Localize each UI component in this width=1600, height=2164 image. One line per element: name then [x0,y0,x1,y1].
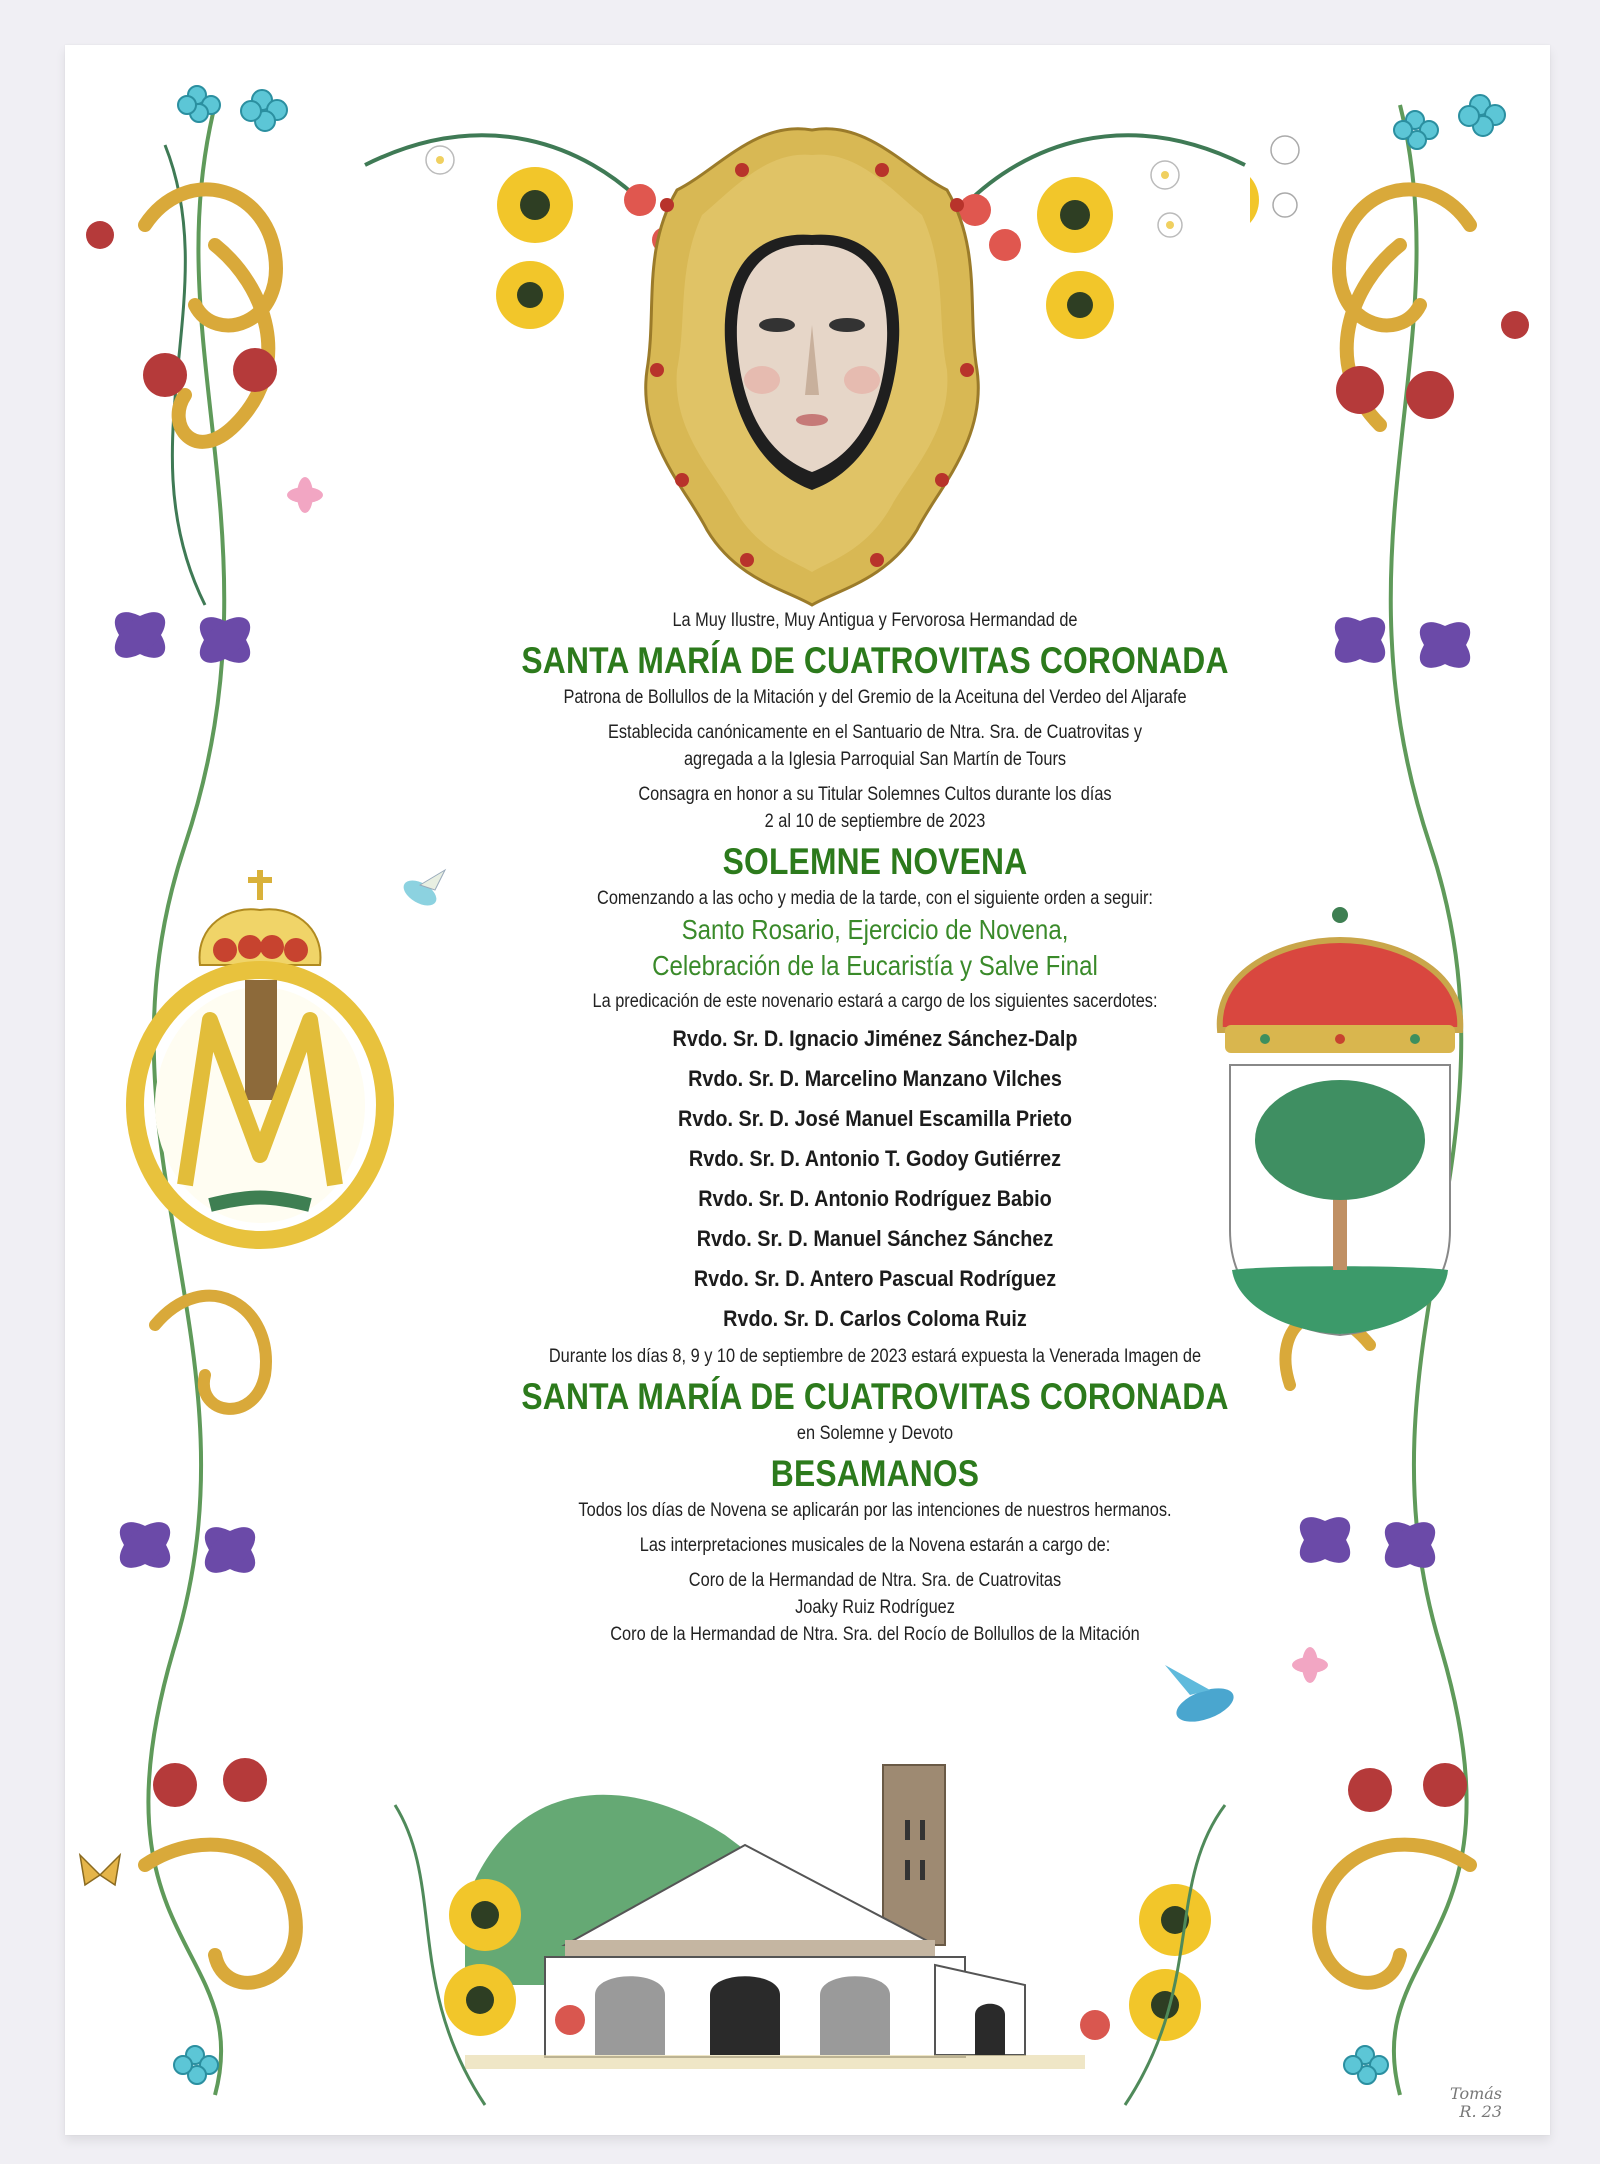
main-title: SANTA MARÍA DE CUATROVITAS CORONADA [521,640,1229,681]
dates-line: 2 al 10 de septiembre de 2023 [764,811,986,832]
established-line-2: agregada a la Iglesia Parroquial San Martín de Tours [683,749,1067,770]
exposition-intro: Durante los días 8, 9 y 10 de septiembre de 2023 estará expuesta la Venerada Imagen de [548,1346,1202,1367]
music-intro: Las interpretaciones musicales de la Novena estarán a cargo de: [639,1535,1111,1556]
priest-name: Rvdo. Sr. D. Antonio Rodríguez Babio [698,1186,1052,1211]
signature-name: Tomás [1450,2084,1502,2103]
marian-monogram-emblem [100,855,420,1255]
poster [65,45,1550,2135]
besamanos-heading: BESAMANOS [770,1453,980,1494]
intentions-line: Todos los días de Novena se aplicarán por las intenciones de nuestros hermanos. [578,1500,1172,1521]
musician-name: Joaky Ruiz Rodríguez [795,1597,955,1618]
novena-heading: SOLEMNE NOVENA [722,841,1028,882]
order-line-1: Santo Rosario, Ejercicio de Novena, [681,914,1069,945]
musician-list [445,1567,1305,1648]
main-title-repeat: SANTA MARÍA DE CUATROVITAS CORONADA [521,1376,1229,1417]
priest-name: Rvdo. Sr. D. Manuel Sánchez Sánchez [696,1226,1054,1251]
priest-list [445,1019,1305,1339]
hummingbird-left [390,865,450,915]
order-line-2: Celebración de la Eucaristía y Salve Final [652,950,1098,981]
priest-name: Rvdo. Sr. D. José Manuel Escamilla Prieto [678,1106,1072,1131]
priest-name: Rvdo. Sr. D. Antonio T. Godoy Gutiérrez [688,1146,1062,1171]
priest-name: Rvdo. Sr. D. Marcelino Manzano Vilches [688,1066,1062,1091]
signature-year: R. 23 [1459,2102,1502,2121]
virgin-face-illustration [637,110,987,610]
floral-border-bottom [285,1785,1325,2125]
poster-text [445,607,1305,1648]
devotion-line: en Solemne y Devoto [796,1423,954,1444]
patronage-line: Patrona de Bollullos de la Mitación y del Gremio de la Aceituna del Verdeo del Aljarafe [563,687,1187,708]
priest-name: Rvdo. Sr. D. Carlos Coloma Ruiz [723,1306,1027,1331]
musician-name: Coro de la Hermandad de Ntra. Sra. del Rocío de Bollullos de la Mitación [610,1624,1140,1645]
artist-signature [1450,2085,1502,2121]
consecrates-line-1: Consagra en honor a su Titular Solemnes Cultos durante los días [638,784,1112,805]
brotherhood-intro: La Muy Ilustre, Muy Antigua y Fervorosa Hermandad de [672,610,1078,631]
bird-right [1150,1665,1260,1735]
priest-name: Rvdo. Sr. D. Ignacio Jiménez Sánchez-Dalp [672,1026,1078,1051]
priest-name: Rvdo. Sr. D. Antero Pascual Rodríguez [693,1266,1057,1291]
musician-name: Coro de la Hermandad de Ntra. Sra. de Cuatrovitas [688,1570,1062,1591]
schedule-intro: Comenzando a las ocho y media de la tarde, con el siguiente orden a seguir: [597,888,1153,909]
established-line-1: Establecida canónicamente en el Santuario de Ntra. Sra. de Cuatrovitas y [607,722,1143,743]
preaching-intro: La predicación de este novenario estará a cargo de los siguientes sacerdotes: [592,991,1158,1012]
